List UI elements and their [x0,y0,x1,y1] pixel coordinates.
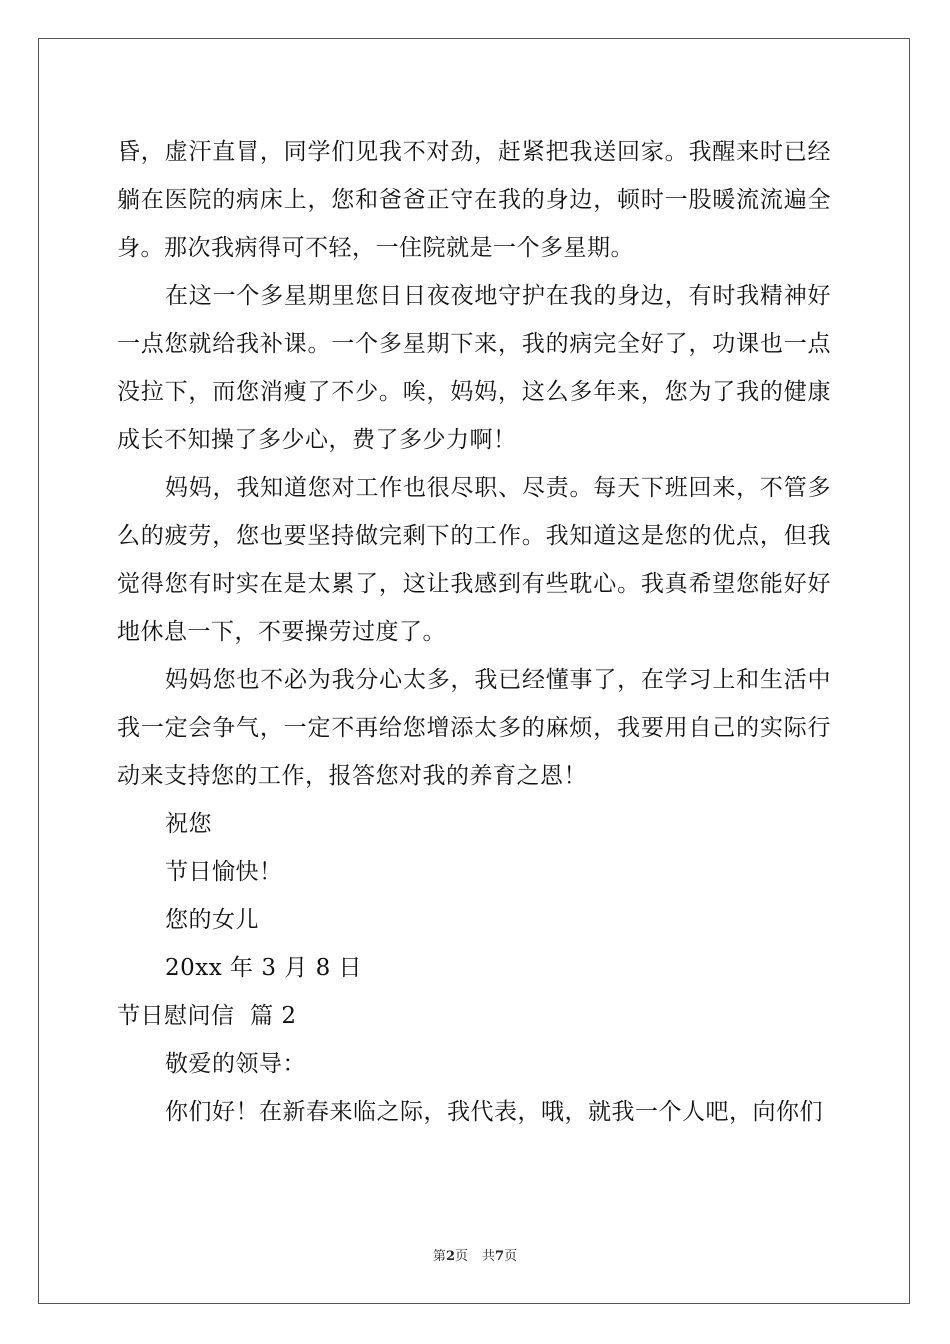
footer-total-prefix: 共 [482,1249,496,1264]
paragraph-4: 妈妈您也不必为我分心太多，我已经懂事了，在学习上和生活中我一定会争气，一定不再给您增添太多的麻烦，我要用自己的实际行动来支持您的工作，报答您对我的养育之恩！ [117,667,831,789]
page-footer [0,1248,950,1266]
letter2-opening: 你们好！在新春来临之际，我代表，哦，就我一个人吧，向你们 [165,1099,823,1125]
paragraph-2: 在这一个多星期里您日日夜夜地守护在我的身边，有时我精神好一点您就给我补课。一个多星期下来，我的病完全好了，功课也一点没拉下，而您消瘦了不少。唉，妈妈，这么多年来，您为了我的健康成长不知操了多少心，费了多少力啊！ [117,283,831,453]
closing-wish: 祝您 [165,811,212,837]
footer-total-suffix: 页 [504,1249,518,1264]
footer-page-current: 2 [445,1249,455,1264]
footer-page-total: 7 [495,1249,505,1264]
letter-date: 20xx 年 3 月 8 日 [165,955,363,981]
paragraph-1: 昏，虚汗直冒，同学们见我不对劲，赶紧把我送回家。我醒来时已经躺在医院的病床上，您和爸爸正守在我的身边，顿时一股暖流流遍全身。那次我病得可不轻，一住院就是一个多星期。 [117,139,831,261]
section-title: 节日慰问信 篇 2 [117,1003,297,1029]
document-body [117,128,831,1136]
closing-greeting: 节日愉快！ [165,859,283,885]
footer-page-prefix: 第 [432,1249,446,1264]
salutation: 敬爱的领导： [165,1051,306,1077]
paragraph-3: 妈妈，我知道您对工作也很尽职、尽责。每天下班回来，不管多么的疲劳，您也要坚持做完剩下的工作。我知道这是您的优点，但我觉得您有时实在是太累了，这让我感到有些耽心。我真希望您能好好地休息一下，不要操劳过度了。 [117,475,831,645]
signature: 您的女儿 [165,907,259,933]
footer-page-mid: 页 [454,1249,468,1264]
